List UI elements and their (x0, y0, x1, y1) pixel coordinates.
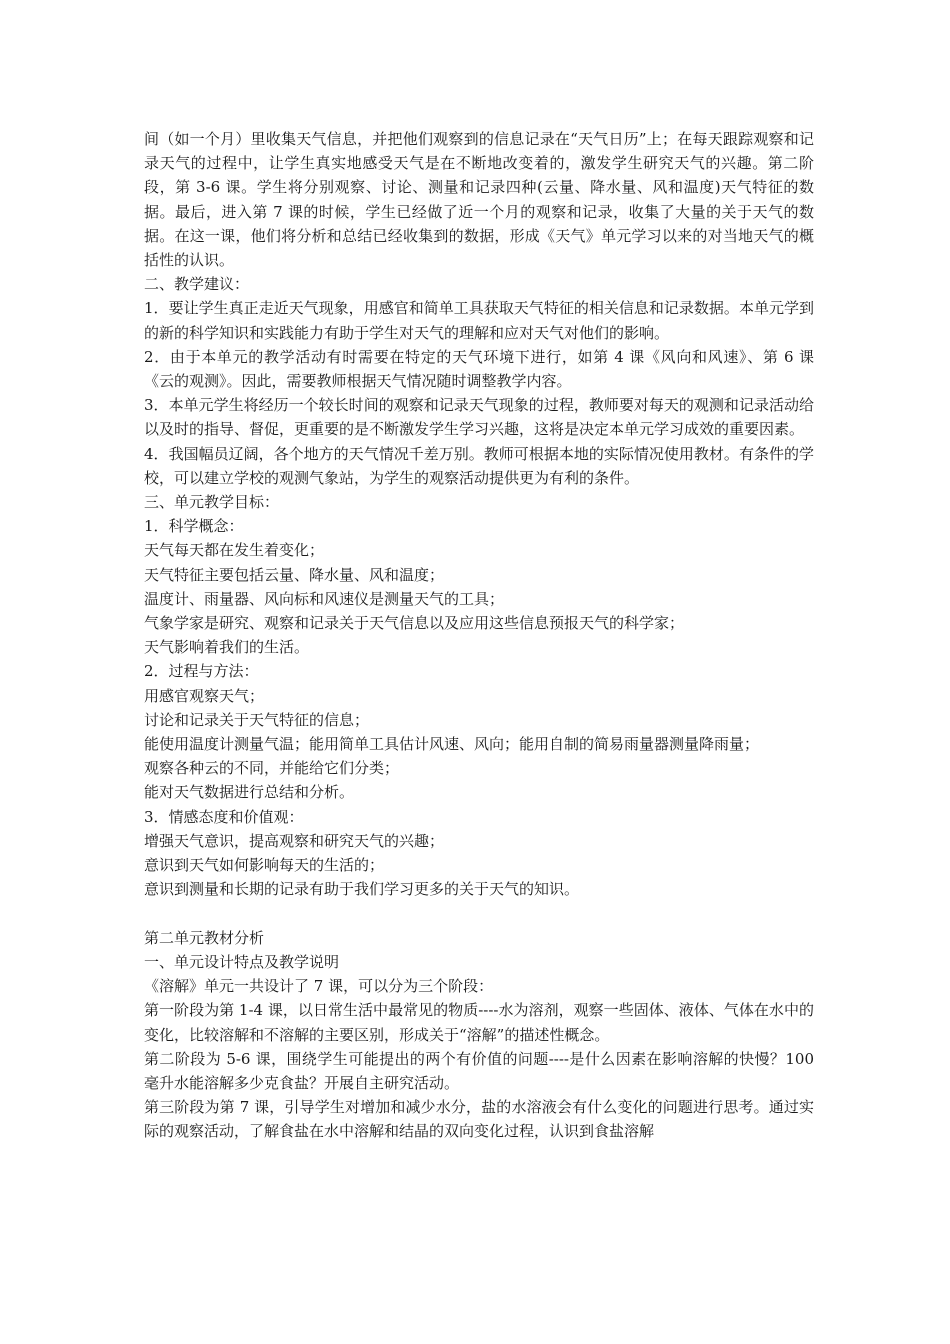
paragraph-dissolving-intro: 《溶解》单元一共设计了 7 课，可以分为三个阶段： (144, 977, 494, 996)
blank-line (144, 902, 814, 926)
paragraph-stage-2: 第二阶段为 5-6 课，围绕学生可能提出的两个有价值的问题----是什么因素在影响溶解的快慢？100 毫升水能溶解多少克食盐？开展自主研究活动。 (144, 1049, 814, 1092)
list-item: 天气每天都在发生着变化； (144, 541, 325, 560)
list-item: 意识到测量和长期的记录有助于我们学习更多的关于天气的知识。 (144, 880, 580, 899)
paragraph-stage-3: 第三阶段为第 7 课，引导学生对增加和减少水分，盐的水溶液会有什么变化的问题进行思考。通过实际的观察活动，了解食盐在水中溶解和结晶的双向变化过程，认识到食盐溶解 (144, 1098, 814, 1141)
suggestion-3: 3．本单元学生将经历一个较长时间的观察和记录天气现象的过程，教师要对每天的观测和记录活动给以及时的指导、督促，更重要的是不断激发学生学习兴趣，这将是决定本单元学习成效的重要因素。 (144, 396, 814, 439)
subheading-science-concepts: 1．科学概念： (144, 517, 244, 536)
list-item: 能使用温度计测量气温；能用简单工具估计风速、风向；能用自制的简易雨量器测量降雨量； (144, 735, 760, 754)
document-body (144, 127, 814, 1144)
subheading-attitudes-values: 3．情感态度和价值观： (144, 807, 304, 826)
list-item: 讨论和记录关于天气特征的信息； (144, 710, 370, 729)
paragraph-stage-1: 第一阶段为第 1-4 课，以日常生活中最常见的物质----水为溶剂，观察一些固体、液体、气体在水中的变化，比较溶解和不溶解的主要区别，形成关于“溶解”的描述性概念。 (144, 1001, 814, 1044)
suggestion-1: 1．要让学生真正走近天气现象，用感官和简单工具获取天气特征的相关信息和记录数据。本单元学到的新的科学知识和实践能力有助于学生对天气的理解和应对天气对他们的影响。 (144, 299, 814, 342)
list-item: 温度计、雨量器、风向标和风速仪是测量天气的工具； (144, 589, 505, 608)
suggestion-2: 2．由于本单元的教学活动有时需要在特定的天气环境下进行，如第 4 课《风向和风速》、第 6 课《云的观测》。因此，需要教师根据天气情况随时调整教学内容。 (144, 347, 814, 391)
list-item: 能对天气数据进行总结和分析。 (144, 783, 355, 802)
list-item: 观察各种云的不同，并能给它们分类； (144, 759, 400, 778)
list-item: 增强天气意识，提高观察和研究天气的兴趣； (144, 831, 445, 850)
heading-teaching-suggestions: 二、教学建议： (144, 275, 250, 294)
list-item: 天气影响着我们的生活。 (144, 638, 310, 657)
list-item: 天气特征主要包括云量、降水量、风和温度； (144, 565, 445, 584)
suggestion-4: 4．我国幅员辽阔，各个地方的天气情况千差万别。教师可根据本地的实际情况使用教材。有条件的学校，可以建立学校的观测气象站，为学生的观察活动提供更为有利的条件。 (144, 444, 814, 487)
list-item: 意识到天气如何影响每天的生活的； (144, 856, 385, 875)
paragraph-weather-stages: 间（如一个月）里收集天气信息，并把他们观察到的信息记录在“天气日历”上；在每天跟踪观察和记录天气的过程中，让学生真实地感受天气是在不断地改变着的，激发学生研究天气的兴趣。第二阶段，第 3-6 课。学生将分别观察、讨论、测量和记录四种(云量、降水量、风和温度)天气特征的数据。最后，进入第 7 课的时候，学生已经做了近一个月的观察和记录，收集了大量的关于天气的数据。在这一课，他们将分析和总结已经收集到的数据，形成《天气》单元学习以来的对当地天气的概括性的认识。 (144, 130, 814, 270)
section-title-unit-2: 第二单元教材分析 (144, 928, 265, 947)
heading-unit-goals: 三、单元教学目标： (144, 493, 280, 512)
heading-unit-design: 一、单元设计特点及教学说明 (144, 952, 340, 971)
list-item: 用感官观察天气； (144, 686, 265, 705)
subheading-process-methods: 2．过程与方法： (144, 662, 259, 681)
list-item: 气象学家是研究、观察和记录关于天气信息以及应用这些信息预报天气的科学家； (144, 614, 685, 633)
